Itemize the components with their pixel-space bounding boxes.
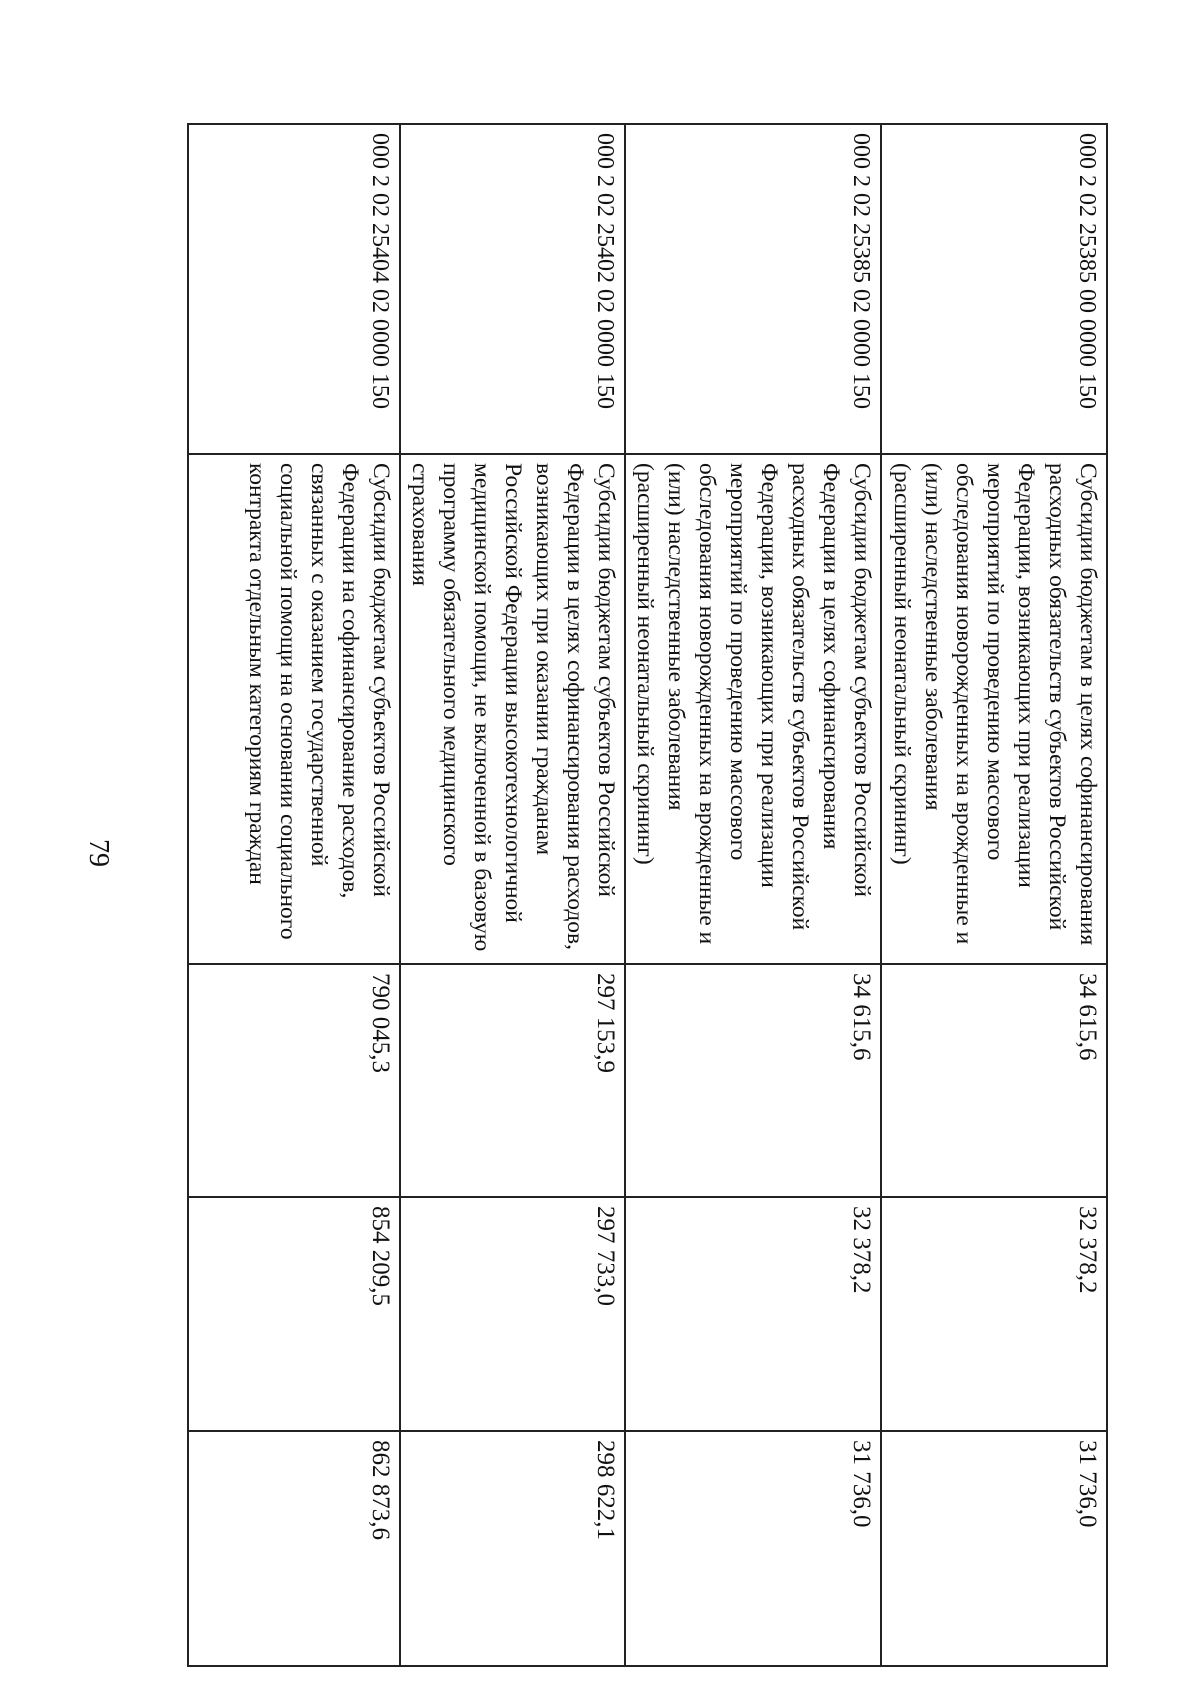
budget-table bbox=[187, 123, 1108, 1667]
page-number: 79 bbox=[83, 839, 114, 867]
amount-cell-1: 34 615,6 bbox=[625, 964, 881, 1197]
budget-code-cell: 000 2 02 25385 00 0000 150 bbox=[881, 124, 1107, 454]
budget-code-cell: 000 2 02 25404 02 0000 150 bbox=[188, 124, 400, 454]
budget-code-cell: 000 2 02 25402 02 0000 150 bbox=[400, 124, 625, 454]
rotated-table-wrapper bbox=[205, 123, 1108, 1665]
amount-cell-1: 297 153,9 bbox=[400, 964, 625, 1197]
amount-cell-3: 31 736,0 bbox=[881, 1431, 1107, 1666]
amount-cell-2: 32 378,2 bbox=[625, 1197, 881, 1431]
description-cell: Субсидии бюджетам субъектов Российской Федерации на софинансирование расходов, связанных с оказанием государственной социальной помощи на основании социального контракта отдельным категориям граждан bbox=[188, 454, 400, 964]
amount-cell-3: 31 736,0 bbox=[625, 1431, 881, 1666]
amount-cell-1: 790 045,3 bbox=[188, 964, 400, 1197]
amount-cell-2: 32 378,2 bbox=[881, 1197, 1107, 1431]
amount-cell-3: 298 622,1 bbox=[400, 1431, 625, 1666]
amount-cell-3: 862 873,6 bbox=[188, 1431, 400, 1666]
description-cell: Субсидии бюджетам субъектов Российской Федерации в целях софинансирования расходных обязательств субъектов Российской Федерации, возникающих при реализации мероприятий по проведению массового обследования новорожденных на врожденные и (или) наследственные заболевания (расширенный неонатальный скрининг) bbox=[625, 454, 881, 964]
amount-cell-2: 854 209,5 bbox=[188, 1197, 400, 1431]
description-cell: Субсидии бюджетам субъектов Российской Федерации в целях софинансирования расходов, возникающих при оказании гражданам Российской Федерации высокотехнологичной медицинской помощи, не включенной в базовую программу обязательного медицинского страхования bbox=[400, 454, 625, 964]
description-cell: Субсидии бюджетам в целях софинансирования расходных обязательств субъектов Российской Федерации, возникающих при реализации мероприятий по проведению массового обследования новорожденных на врожденные и (или) наследственные заболевания (расширенный неонатальный скрининг) bbox=[881, 454, 1107, 964]
amount-cell-1: 34 615,6 bbox=[881, 964, 1107, 1197]
table-row bbox=[625, 124, 881, 1666]
amount-cell-2: 297 733,0 bbox=[400, 1197, 625, 1431]
table-row bbox=[881, 124, 1107, 1666]
table-row bbox=[188, 124, 400, 1666]
table-row bbox=[400, 124, 625, 1666]
budget-code-cell: 000 2 02 25385 02 0000 150 bbox=[625, 124, 881, 454]
